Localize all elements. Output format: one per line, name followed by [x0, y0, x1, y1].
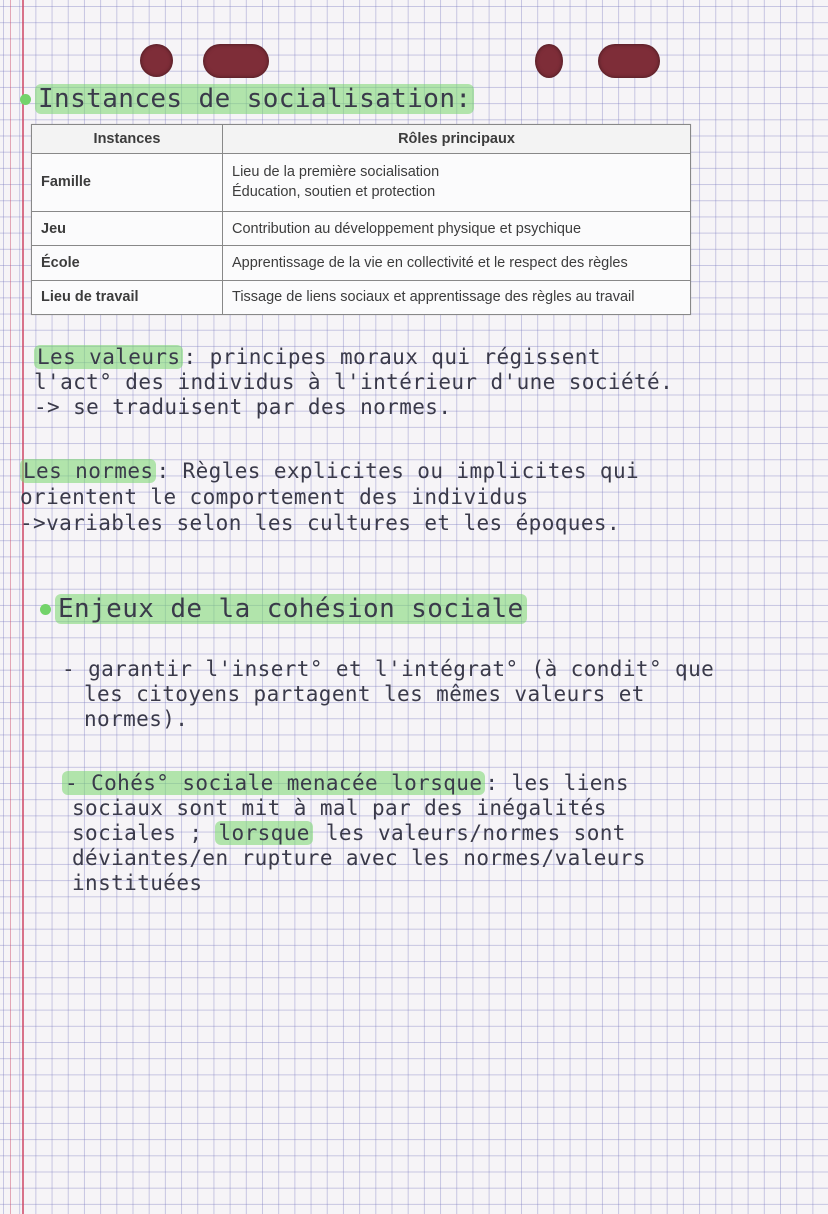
table-cell-instance: École [32, 246, 223, 280]
table-row [32, 211, 691, 245]
enjeu2-line-4: déviantes/en rupture avec les normes/valeurs [72, 846, 646, 870]
table-cell-instance: Jeu [32, 211, 223, 245]
normes-text: : Règles explicites ou implicites qui [156, 459, 640, 483]
normes-term: Les normes [20, 459, 156, 483]
role-line: Contribution au développement physique et psychique [232, 220, 582, 237]
valeurs-text: : principes moraux qui régissent [183, 345, 601, 369]
role-line: Apprentissage de la vie en collectivité et le respect des règles [232, 254, 628, 271]
role-line: Tissage de liens sociaux et apprentissage des règles au travail [232, 289, 635, 306]
margin-line [22, 0, 24, 1214]
heading-enjeux-text: Enjeux de la cohésion sociale [55, 594, 527, 624]
valeurs-term: Les valeurs [34, 345, 183, 369]
valeurs-line-2: l'act° des individus à l'intérieur d'une société. [34, 370, 674, 394]
enjeu2-text: : les liens [485, 771, 629, 795]
enjeu2-valeurs-normes: les valeurs/normes sont [325, 821, 626, 845]
table-cell-instance: Lieu de travail [32, 280, 223, 314]
bullet-icon [20, 94, 31, 105]
binder-hole [535, 44, 563, 78]
normes-line-1 [20, 460, 639, 482]
binder-hole [140, 44, 173, 77]
table-header-roles: Rôles principaux [223, 125, 691, 154]
valeurs-line-3: -> se traduisent par des normes. [34, 395, 452, 419]
margin-line-outer [10, 0, 11, 1214]
role-line: Lieu de la première socialisation [232, 164, 440, 181]
table-row [32, 153, 691, 211]
enjeu1-line-2: les citoyens partagent les mêmes valeurs et [84, 682, 645, 706]
table-cell-roles [223, 246, 691, 280]
table-cell-roles [223, 153, 691, 211]
normes-line-3: ->variables selon les cultures et les époques. [20, 511, 620, 535]
table-row [32, 280, 691, 314]
valeurs-line-1 [34, 346, 601, 368]
table-cell-instance: Famille [32, 153, 223, 211]
normes-line-2: orientent le comportement des individus [20, 485, 529, 509]
table-cell-roles [223, 280, 691, 314]
enjeu2-line-5: instituées [72, 871, 203, 895]
enjeu2-line-1 [62, 772, 629, 794]
enjeu2-term: - Cohés° sociale menacée lorsque [62, 771, 485, 795]
instances-table [31, 124, 691, 315]
table-header-instances: Instances [32, 125, 223, 154]
heading-instances-text: Instances de socialisation: [35, 84, 474, 114]
table-row [32, 246, 691, 280]
table-header-row [32, 125, 691, 154]
table-cell-roles [223, 211, 691, 245]
heading-instances [20, 84, 474, 114]
enjeu1-line-3: normes). [84, 707, 189, 731]
enjeu1-line-1: - garantir l'insert° et l'intégrat° (à condit° que [62, 657, 715, 681]
binder-hole [203, 44, 269, 78]
bullet-icon [40, 604, 51, 615]
binder-hole [598, 44, 660, 78]
enjeu2-sociales: sociales ; [72, 821, 203, 845]
role-line: Éducation, soutien et protection [232, 184, 436, 201]
enjeu2-line-3 [72, 822, 626, 844]
heading-enjeux [40, 594, 527, 624]
enjeu2-line-2: sociaux sont mit à mal par des inégalités [72, 796, 607, 820]
enjeu2-lorsque: lorsque [215, 821, 312, 845]
